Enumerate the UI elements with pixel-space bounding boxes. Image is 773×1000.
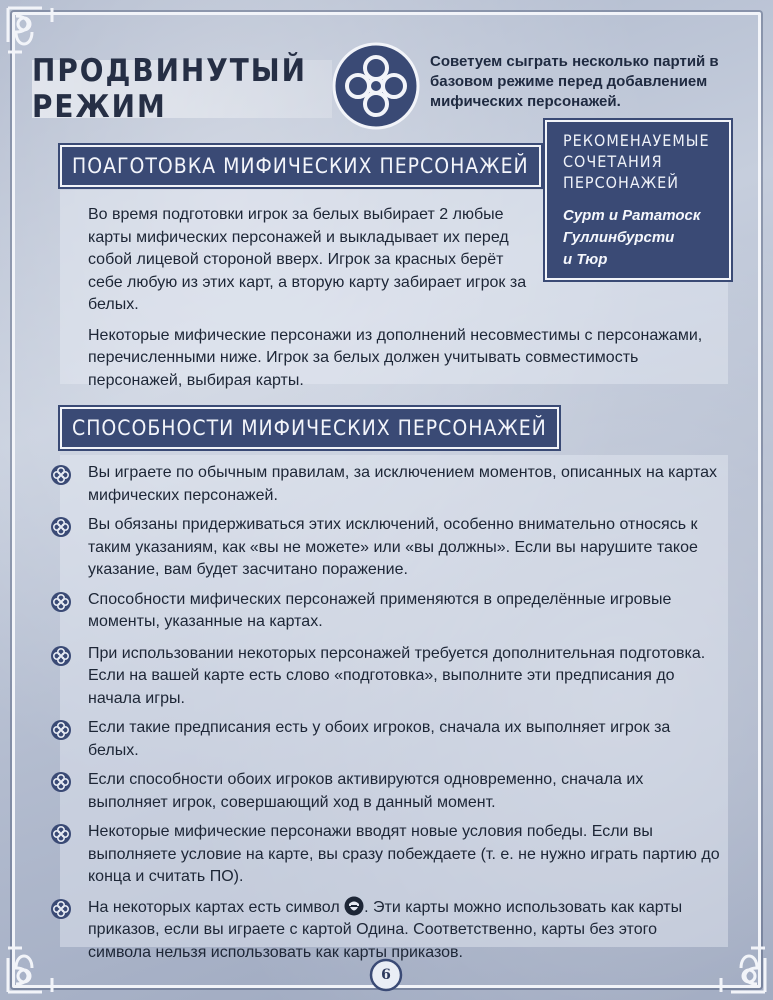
page-number: 6 [381, 967, 391, 983]
list-item [50, 643, 720, 711]
combo-item: и Тюр [563, 251, 608, 268]
combo-item: Гуллинбурсти [563, 229, 675, 246]
recommended-combos-list [563, 205, 717, 271]
intro-note: Советуем сыграть несколько партий в базовом режиме перед добавлением мифических персонажей. [430, 53, 719, 110]
section-header-abilities [60, 406, 547, 450]
rule-text: Если способности обоих игроков активируются одновременно, сначала их выполняет игрок, совершающий ход в данный момент. [88, 771, 644, 811]
knot-bullet-icon [50, 771, 72, 793]
celtic-knot-emblem-icon [330, 40, 422, 132]
list-item [50, 514, 720, 582]
rule-text: Некоторые мифические персонажи вводят новые условия победы. Если вы выполняете условие на карте, вы сразу побеждаете (т. е. не нужно играть партию до конца и считать ПО). [88, 823, 720, 885]
list-item [50, 896, 720, 965]
preparation-paragraph-1: Во время подготовки игрок за белых выбирает 2 любые карты мифических персонажей и выкладывает их перед собой лицевой стороной вверх. Игрок за красных берёт себе любую из этих карт, а вторую карту забирает игрок за белых. [88, 206, 527, 313]
knot-bullet-icon [50, 719, 72, 741]
page-number-badge [369, 958, 403, 992]
knot-bullet-icon [50, 591, 72, 613]
knot-bullet-icon [50, 823, 72, 845]
list-item [50, 462, 720, 507]
list-item [50, 821, 720, 889]
preparation-paragraph-2: Некоторые мифические персонажи из дополнений несовместимы с персонажами, перечисленными ниже. Игрок за белых должен учитывать совместимость персонажей, выбирая карты. [88, 326, 703, 389]
section-title-abilities: СПОСОБНОСТИ МИФИЧЕСКИХ ПЕРСОНАЖЕЙ [60, 407, 559, 449]
list-item [50, 769, 720, 814]
rule-text: При использовании некоторых персонажей требуется дополнительная подготовка. Если на вашей карте есть слово «подготовка», выполните эти предписания до начала игры. [88, 644, 706, 707]
rule-text: Способности мифических персонажей применяются в определённые игровые моменты, указанные на картах. [88, 590, 672, 630]
abilities-rules-list [50, 462, 720, 973]
knot-bullet-icon [50, 645, 72, 667]
odin-order-icon [344, 896, 364, 916]
section-header-preparation [60, 144, 529, 188]
knot-bullet-icon [50, 898, 72, 920]
rule-text: Если такие предписания есть у обоих игроков, сначала их выполняет игрок за белых. [88, 719, 671, 759]
knot-bullet-icon [50, 516, 72, 538]
section-title-preparation: ПОАГОТОВКА МИФИЧЕСКИХ ПЕРСОНАЖЕЙ [60, 145, 541, 187]
list-item [50, 589, 720, 634]
rule-text: Вы обязаны придерживаться этих исключений, особенно внимательно относясь к таким указаниям, как «вы не можете» или «вы должны». Если вы нарушите такое указание, вам будет засчитано поражение. [88, 516, 698, 578]
rule-text-after-symbol: . Эти карты можно использовать как карты приказов, если вы играете с картой Одина. Соответственно, карты без этого символа нельзя использовать как карты приказов. [88, 898, 683, 961]
rule-text-before-symbol: На некоторых картах есть символ [88, 898, 340, 916]
combo-item: Сурт и Рататоск [563, 207, 701, 224]
knot-bullet-icon [50, 464, 72, 486]
list-item [50, 717, 720, 762]
rule-text: Вы играете по обычным правилам, за исключением моментов, описанных на картах мифических персонажей. [88, 464, 717, 504]
recommended-combos-box [545, 120, 731, 280]
page-title: ПРОДВИНУТЫЙ РЕЖИМ [32, 60, 332, 118]
recommended-combos-title: РЕКОМЕНАУЕМЫЕ СОЧЕТАНИЯ ПЕРСОНАЖЕЙ [563, 131, 710, 192]
